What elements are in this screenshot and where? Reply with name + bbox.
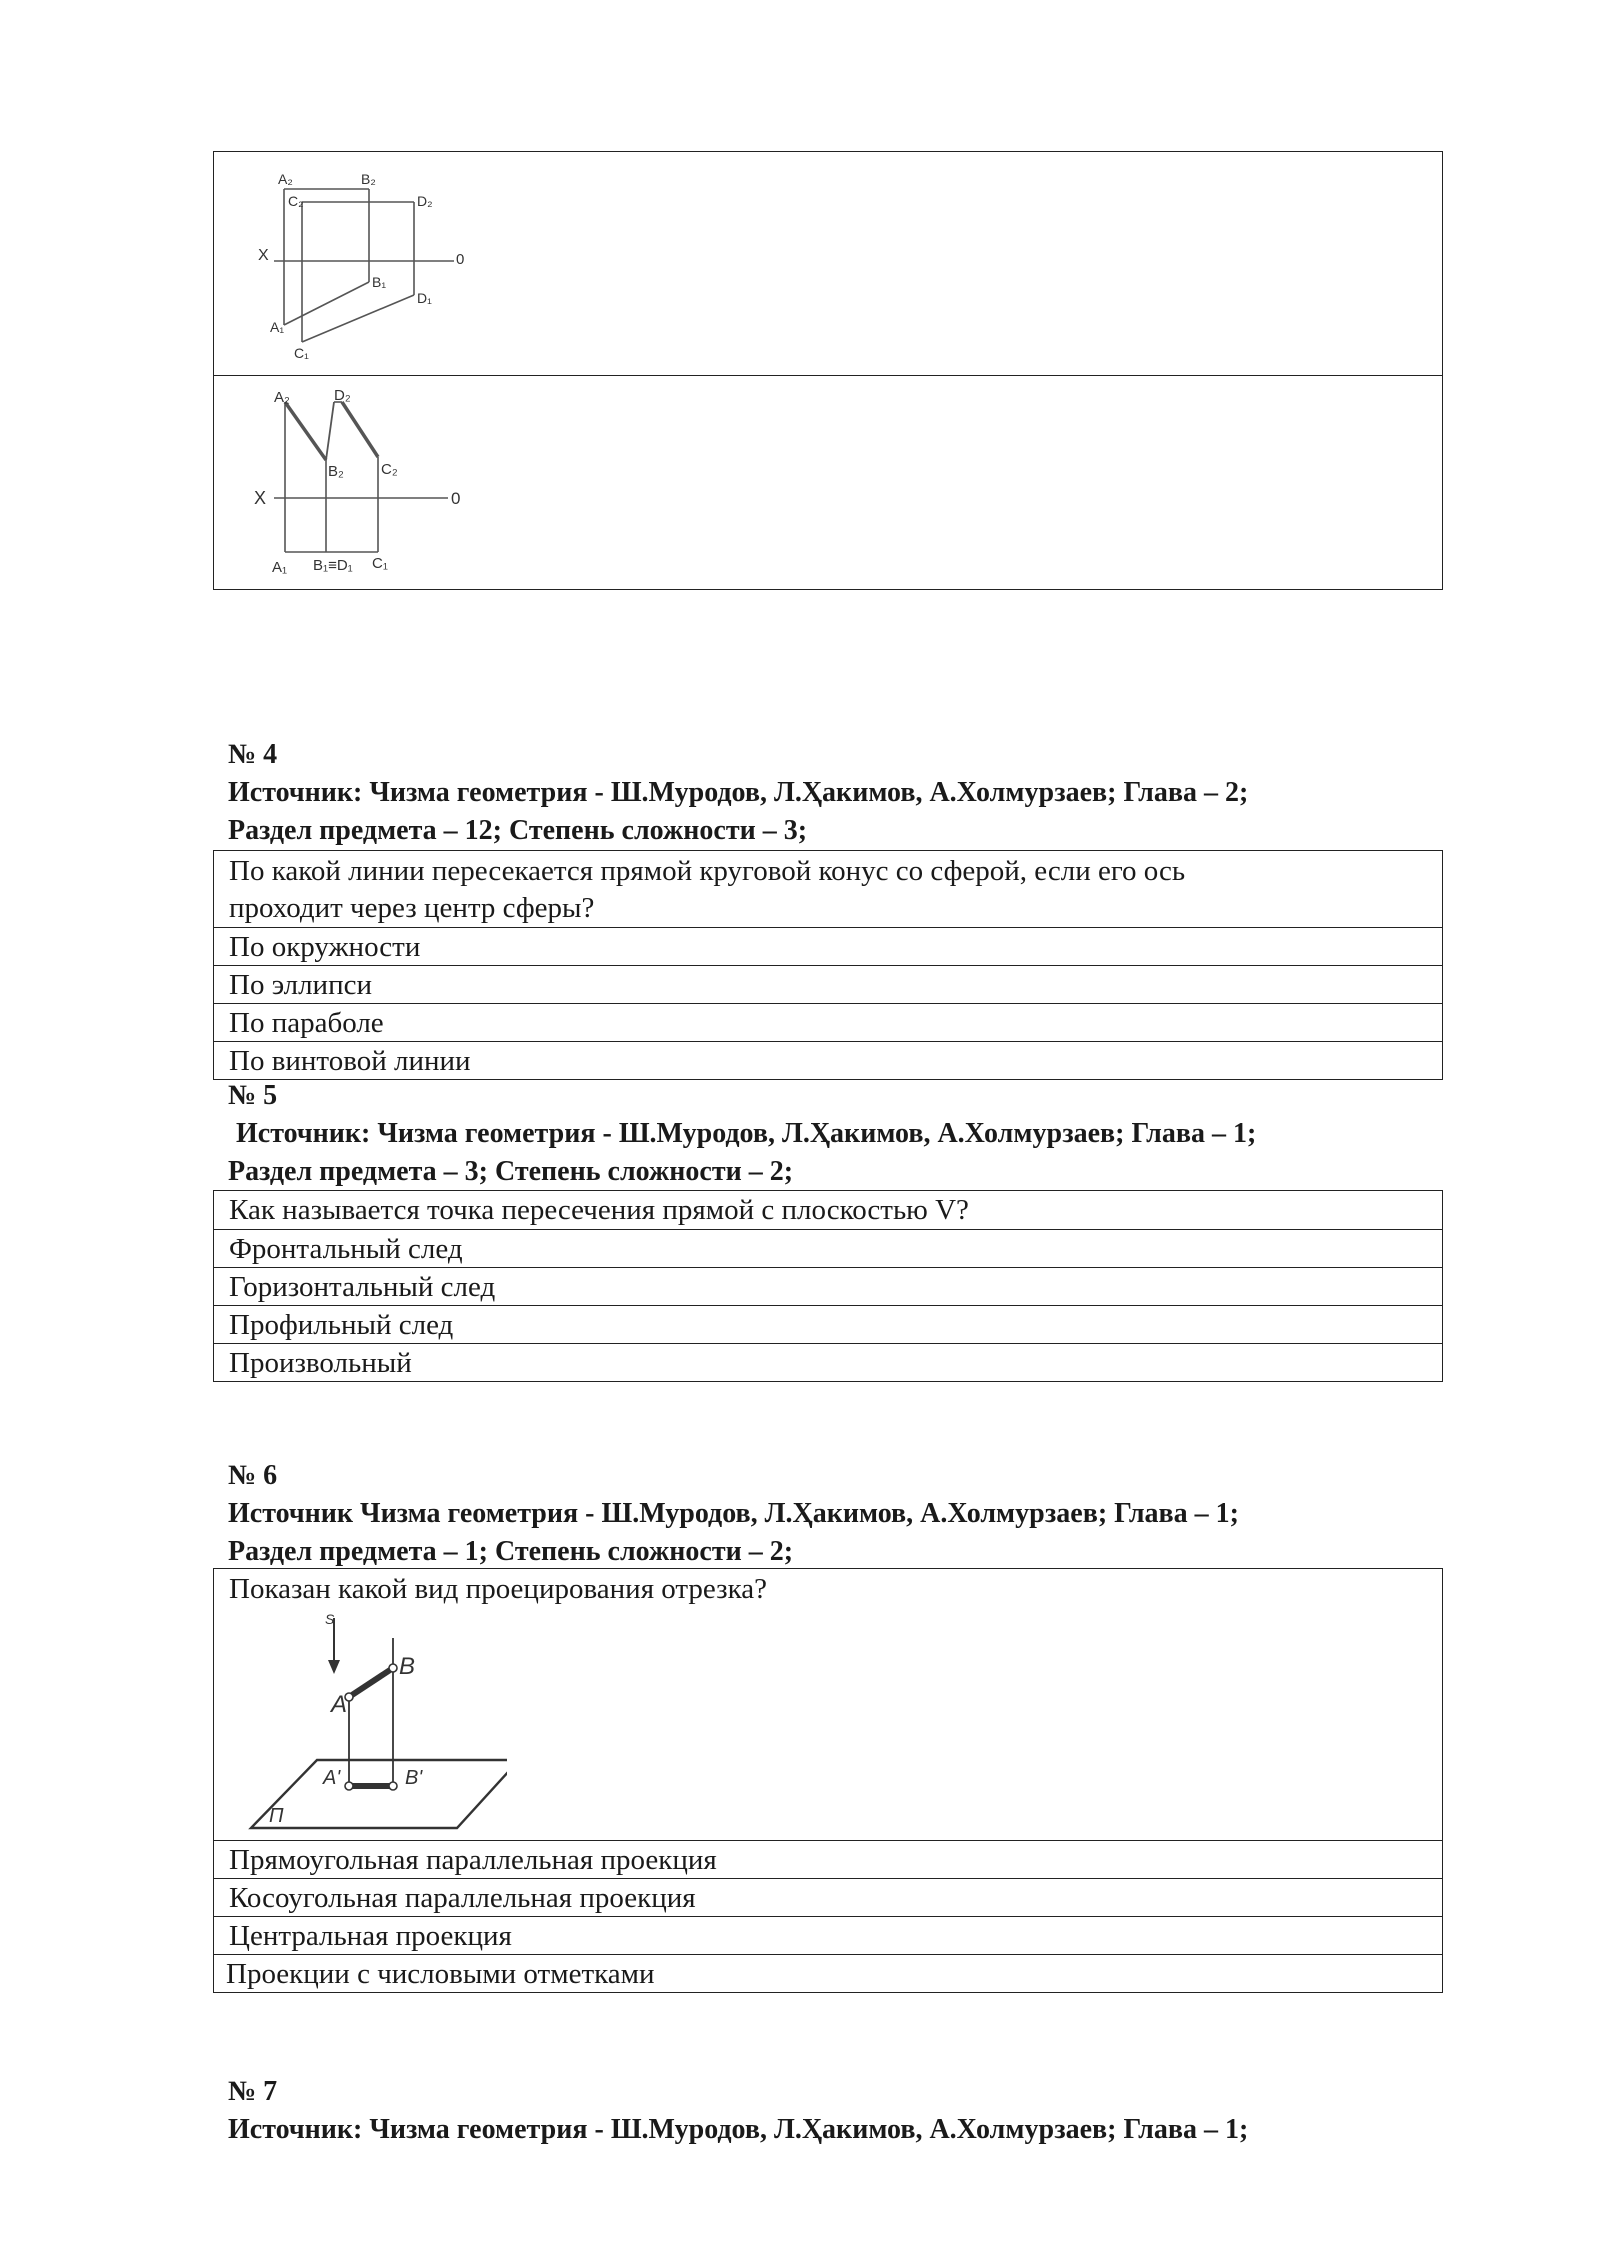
question-4-text-line-2: проходит через центр сферы? (229, 892, 595, 924)
fig1-label-b1: B₁ (372, 274, 387, 290)
orthogonal-projection-drawing (247, 1608, 507, 1840)
question-7-header (228, 2073, 1248, 2149)
fig6-label-b: B (399, 1653, 416, 1680)
fig6-label-s: S (325, 1611, 335, 1627)
question-4-source-line-2: Раздел предмета – 12; Степень сложности – 3; (228, 815, 808, 846)
projection-drawing-2 (238, 382, 478, 587)
fig6-label-a: A (331, 1691, 348, 1718)
question-6-option-2[interactable]: Косоугольная параллельная проекция (214, 1878, 1442, 1916)
question-7-source-line-1: Источник: Чизма геометрия - Ш.Муродов, Л.Ҳакимов, А.Холмурзаев; Глава – 1; (228, 2114, 1249, 2145)
question-6-source-line-1: Источник Чизма геометрия - Ш.Муродов, Л.Ҳакимов, А.Холмурзаев; Глава – 1; (228, 1498, 1239, 1529)
fig1-label-d2: D₂ (417, 193, 433, 209)
fig6-label-plane: П (269, 1805, 284, 1827)
question-6-text-cell (214, 1569, 1442, 1840)
fig1-label-c1: C₁ (294, 345, 309, 361)
question-4-text-line-1: По какой линии пересекается прямой круговой конус со сферой, если его ось (229, 855, 1186, 887)
question-6-option-3[interactable]: Центральная проекция (214, 1916, 1442, 1954)
fig2-label-a2: A₂ (274, 389, 290, 406)
fig1-label-a2: A₂ (278, 171, 293, 187)
question-5-option-3[interactable]: Профильный след (214, 1305, 1442, 1343)
question-6-text: Показан какой вид проецирования отрезка? (229, 1573, 768, 1605)
question-4-option-3[interactable]: По параболе (214, 1003, 1442, 1041)
fig1-label-d1: D₁ (417, 290, 432, 306)
fig1-label-a1: A₁ (270, 319, 285, 335)
question-6-number: № 6 (228, 1460, 278, 1491)
question-4-number: № 4 (228, 739, 278, 770)
fig2-label-0: 0 (451, 489, 461, 508)
question-5-source-line-2: Раздел предмета – 3; Степень сложности – 2; (228, 1156, 794, 1187)
question-6-option-1[interactable]: Прямоугольная параллельная проекция (214, 1840, 1442, 1878)
question-4-option-4[interactable]: По винтовой линии (214, 1041, 1442, 1079)
fig1-label-x: X (258, 247, 269, 264)
question-6-header (228, 1457, 1239, 1571)
fig2-label-x: X (254, 488, 267, 508)
question-5-source-line-1: Источник: Чизма геометрия - Ш.Муродов, Л.Ҳакимов, А.Холмурзаев; Глава – 1; (236, 1118, 1257, 1149)
figure-table (213, 151, 1443, 590)
question-4-source-line-1: Источник: Чизма геометрия - Ш.Муродов, Л.Ҳакимов, А.Холмурзаев; Глава – 2; (228, 777, 1249, 808)
figure-row-2 (214, 375, 1442, 589)
fig2-label-c1: C₁ (372, 555, 388, 572)
question-6-figure (229, 1608, 1442, 1840)
fig6-label-b-prime: B' (405, 1767, 423, 1789)
fig1-label-0: 0 (456, 251, 465, 268)
figure-row-1 (214, 152, 1442, 375)
question-4-option-1[interactable]: По окружности (214, 927, 1442, 965)
question-5-header (228, 1077, 1256, 1191)
projection-drawing-1 (244, 162, 474, 372)
question-5-table (213, 1190, 1443, 1382)
question-6-table (213, 1568, 1443, 1993)
question-6-option-4[interactable]: Проекции с числовыми отметками (214, 1954, 1442, 1992)
question-4-header (228, 736, 1248, 850)
fig1-label-b2: B₂ (361, 171, 376, 187)
fig2-label-b2: B₂ (328, 463, 344, 480)
question-6-source-line-2: Раздел предмета – 1; Степень сложности – 2; (228, 1536, 794, 1567)
question-4-table (213, 850, 1443, 1080)
question-5-number: № 5 (228, 1080, 278, 1111)
question-7-number: № 7 (228, 2076, 278, 2107)
question-4-text (214, 851, 1442, 927)
fig2-label-b1-d1: B₁≡D₁ (313, 557, 353, 574)
question-5-text: Как называется точка пересечения прямой с плоскостью V? (229, 1194, 969, 1226)
fig2-label-a1: A₁ (272, 559, 288, 576)
fig2-label-c2: C₂ (381, 461, 398, 478)
question-5-option-1[interactable]: Фронтальный след (214, 1229, 1442, 1267)
fig2-label-d2: D₂ (334, 387, 351, 404)
fig1-label-c2: C₂ (288, 193, 304, 209)
question-5-option-2[interactable]: Горизонтальный след (214, 1267, 1442, 1305)
fig6-label-a-prime: A' (323, 1767, 341, 1789)
question-5-option-4[interactable]: Произвольный (214, 1343, 1442, 1381)
question-4-option-2[interactable]: По эллипси (214, 965, 1442, 1003)
